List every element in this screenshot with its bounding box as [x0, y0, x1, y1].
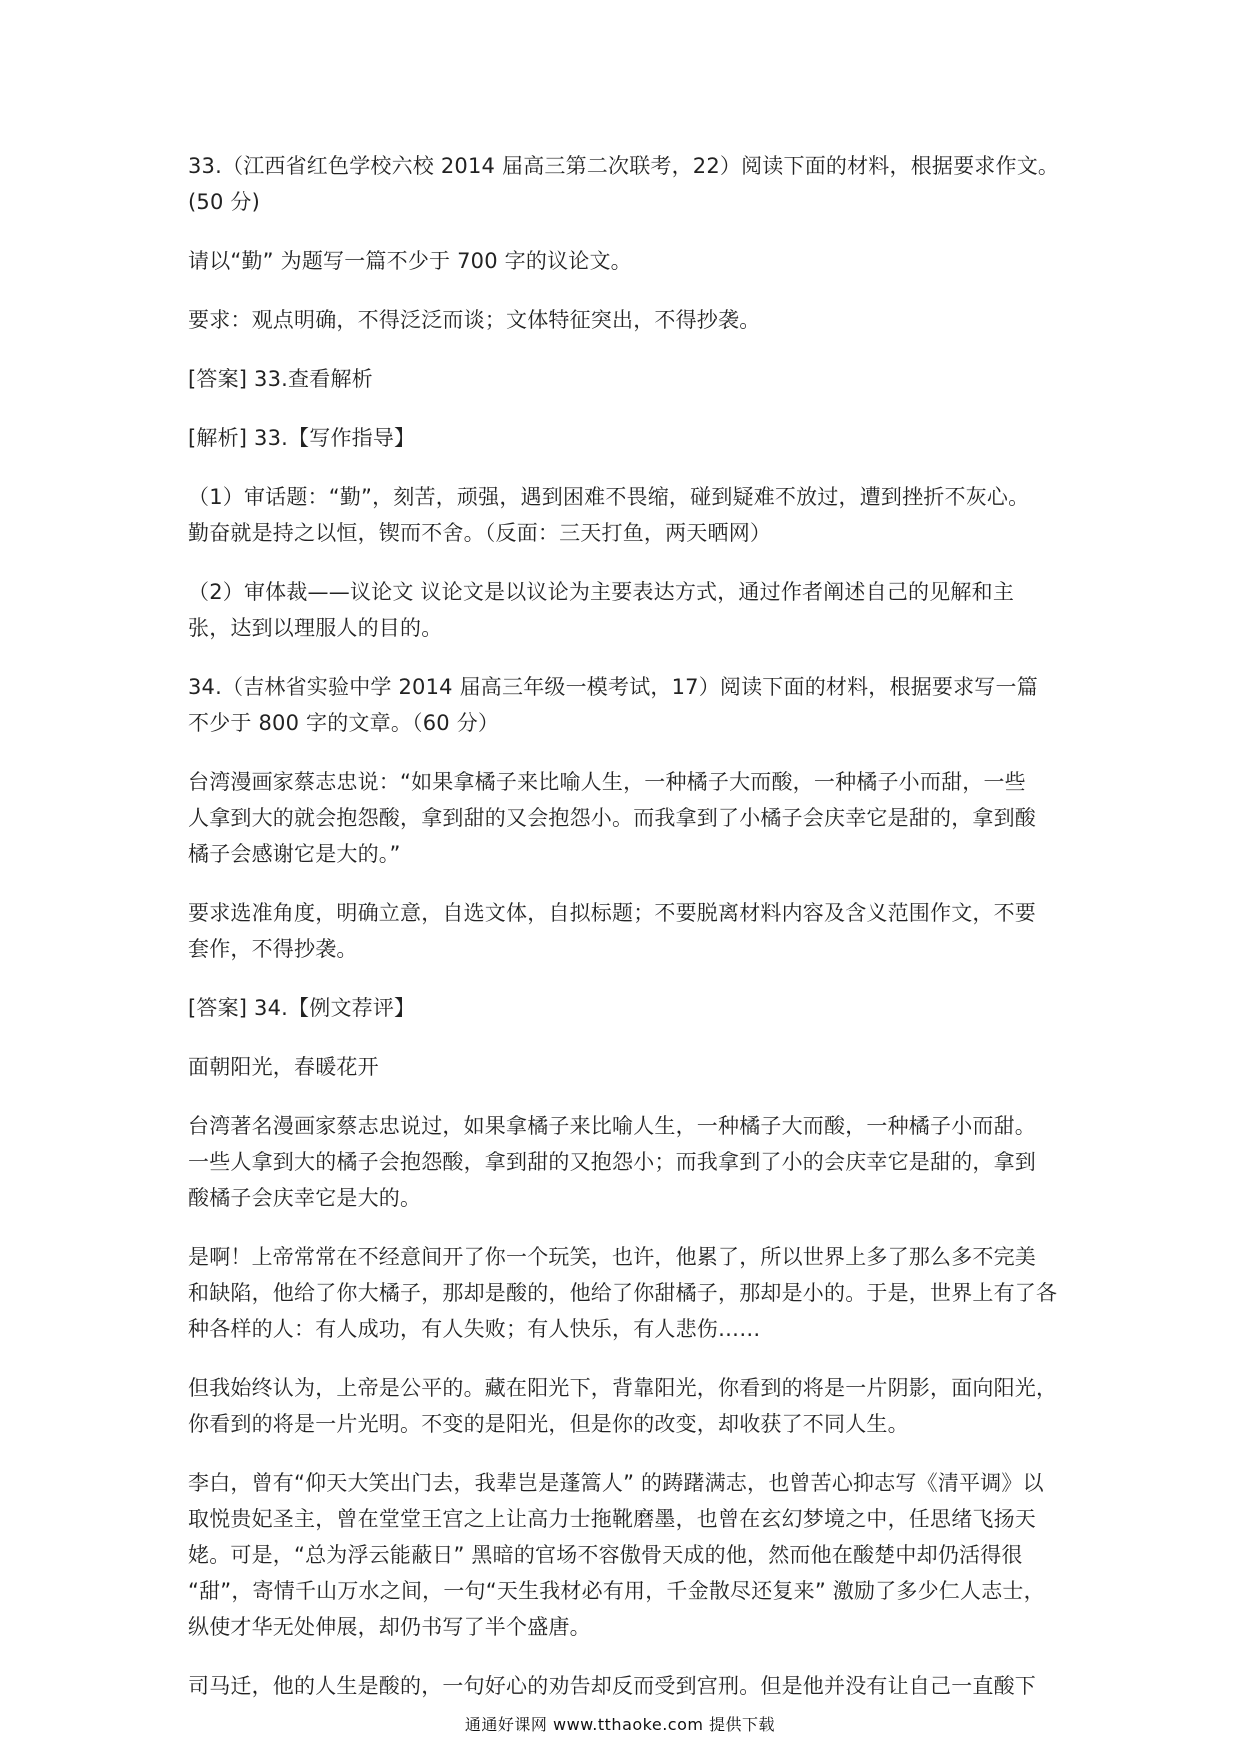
- text-line: 不少于 800 字的文章。（60 分）: [188, 711, 500, 735]
- text-line: 请以“勤” 为题写一篇不少于 700 字的议论文。: [188, 249, 632, 273]
- text-line: 取悦贵妃圣主，曾在堂堂王宫之上让高力士拖靴磨墨，也曾在玄幻梦境之中，任思绪飞扬天: [188, 1507, 1036, 1531]
- text-line: 是啊！上帝常常在不经意间开了你一个玩笑，也许，他累了，所以世界上多了那么多不完美: [188, 1245, 1036, 1269]
- text-line: 33.（江西省红色学校六校 2014 届高三第二次联考，22）阅读下面的材料，根据要求作文。: [188, 154, 1060, 178]
- text-line: [答案] 33.查看解析: [188, 367, 373, 391]
- text-line: 要求：观点明确，不得泛泛而谈；文体特征突出，不得抄袭。: [188, 308, 761, 332]
- text-line: （1）审话题：“勤”，刻苦，顽强，遇到困难不畏缩，碰到疑难不放过，遭到挫折不灰心。: [188, 485, 1030, 509]
- page-footer: 通通好课网 www.tthaoke.com 提供下载: [464, 1715, 776, 1734]
- paragraph: [188, 1370, 1068, 1442]
- text-line: 人拿到大的就会抱怨酸，拿到甜的又会抱怨小。而我拿到了小橘子会庆幸它是甜的，拿到酸: [188, 806, 1036, 830]
- paragraph: [188, 1239, 1068, 1347]
- paragraph: [188, 1108, 1068, 1216]
- paragraph: [188, 1465, 1068, 1645]
- paragraph: [188, 990, 1068, 1026]
- text-line: 姥。可是，“总为浮云能蔽日” 黑暗的官场不容傲骨天成的他，然而他在酸楚中却仍活得很: [188, 1543, 1023, 1567]
- text-line: 台湾漫画家蔡志忠说：“如果拿橘子来比喻人生，一种橘子大而酸，一种橘子小而甜，一些: [188, 770, 1026, 794]
- document-body: [188, 148, 1068, 1727]
- text-line: (50 分): [188, 190, 260, 214]
- text-line: 套作，不得抄袭。: [188, 937, 358, 961]
- text-line: 要求选准角度，明确立意，自选文体，自拟标题；不要脱离材料内容及含义范围作文，不要: [188, 901, 1036, 925]
- text-line: [答案] 34.【例文荐评】: [188, 996, 416, 1020]
- paragraph: [188, 479, 1068, 551]
- paragraph: [188, 148, 1068, 220]
- text-line: 面朝阳光，春暖花开: [188, 1055, 379, 1079]
- text-line: 你看到的将是一片光明。不变的是阳光，但是你的改变，却收获了不同人生。: [188, 1412, 909, 1436]
- text-line: 一些人拿到大的橘子会抱怨酸，拿到甜的又抱怨小；而我拿到了小的会庆幸它是甜的，拿到: [188, 1150, 1036, 1174]
- text-line: 酸橘子会庆幸它是大的。: [188, 1186, 422, 1210]
- paragraph: [188, 302, 1068, 338]
- text-line: 司马迁，他的人生是酸的，一句好心的劝告却反而受到宫刑。但是他并没有让自己一直酸下: [188, 1674, 1036, 1698]
- paragraph: [188, 764, 1068, 872]
- paragraph: [188, 361, 1068, 397]
- text-line: 勤奋就是持之以恒，锲而不舍。（反面：三天打鱼，两天晒网）: [188, 521, 772, 545]
- text-line: “甜”，寄情千山万水之间，一句“天生我材必有用，千金散尽还复来” 激励了多少仁人志士，: [188, 1579, 1045, 1603]
- text-line: 李白，曾有“仰天大笑出门去，我辈岂是蓬篙人” 的踌躇满志，也曾苦心抑志写《清平调》以: [188, 1471, 1044, 1495]
- paragraph: [188, 1049, 1068, 1085]
- paragraph: [188, 420, 1068, 456]
- paragraph: [188, 669, 1068, 741]
- text-line: （2）审体裁——议论文 议论文是以议论为主要表达方式，通过作者阐述自己的见解和主: [188, 580, 1015, 604]
- paragraph: [188, 895, 1068, 967]
- paragraph: [188, 1668, 1068, 1704]
- text-line: 但我始终认为，上帝是公平的。藏在阳光下，背靠阳光，你看到的将是一片阴影，面向阳光，: [188, 1376, 1058, 1400]
- paragraph: [188, 243, 1068, 279]
- text-line: [解析] 33.【写作指导】: [188, 426, 416, 450]
- text-line: 纵使才华无处伸展，却仍书写了半个盛唐。: [188, 1615, 591, 1639]
- text-line: 台湾著名漫画家蔡志忠说过，如果拿橘子来比喻人生，一种橘子大而酸，一种橘子小而甜。: [188, 1114, 1036, 1138]
- text-line: 34.（吉林省实验中学 2014 届高三年级一模考试，17）阅读下面的材料，根据要求写一篇: [188, 675, 1038, 699]
- text-line: 橘子会感谢它是大的。”: [188, 842, 401, 866]
- paragraph: [188, 574, 1068, 646]
- text-line: 张，达到以理服人的目的。: [188, 616, 443, 640]
- text-line: 种各样的人：有人成功，有人失败；有人快乐，有人悲伤……: [188, 1317, 761, 1341]
- text-line: 和缺陷，他给了你大橘子，那却是酸的，他给了你甜橘子，那却是小的。于是，世界上有了各: [188, 1281, 1058, 1305]
